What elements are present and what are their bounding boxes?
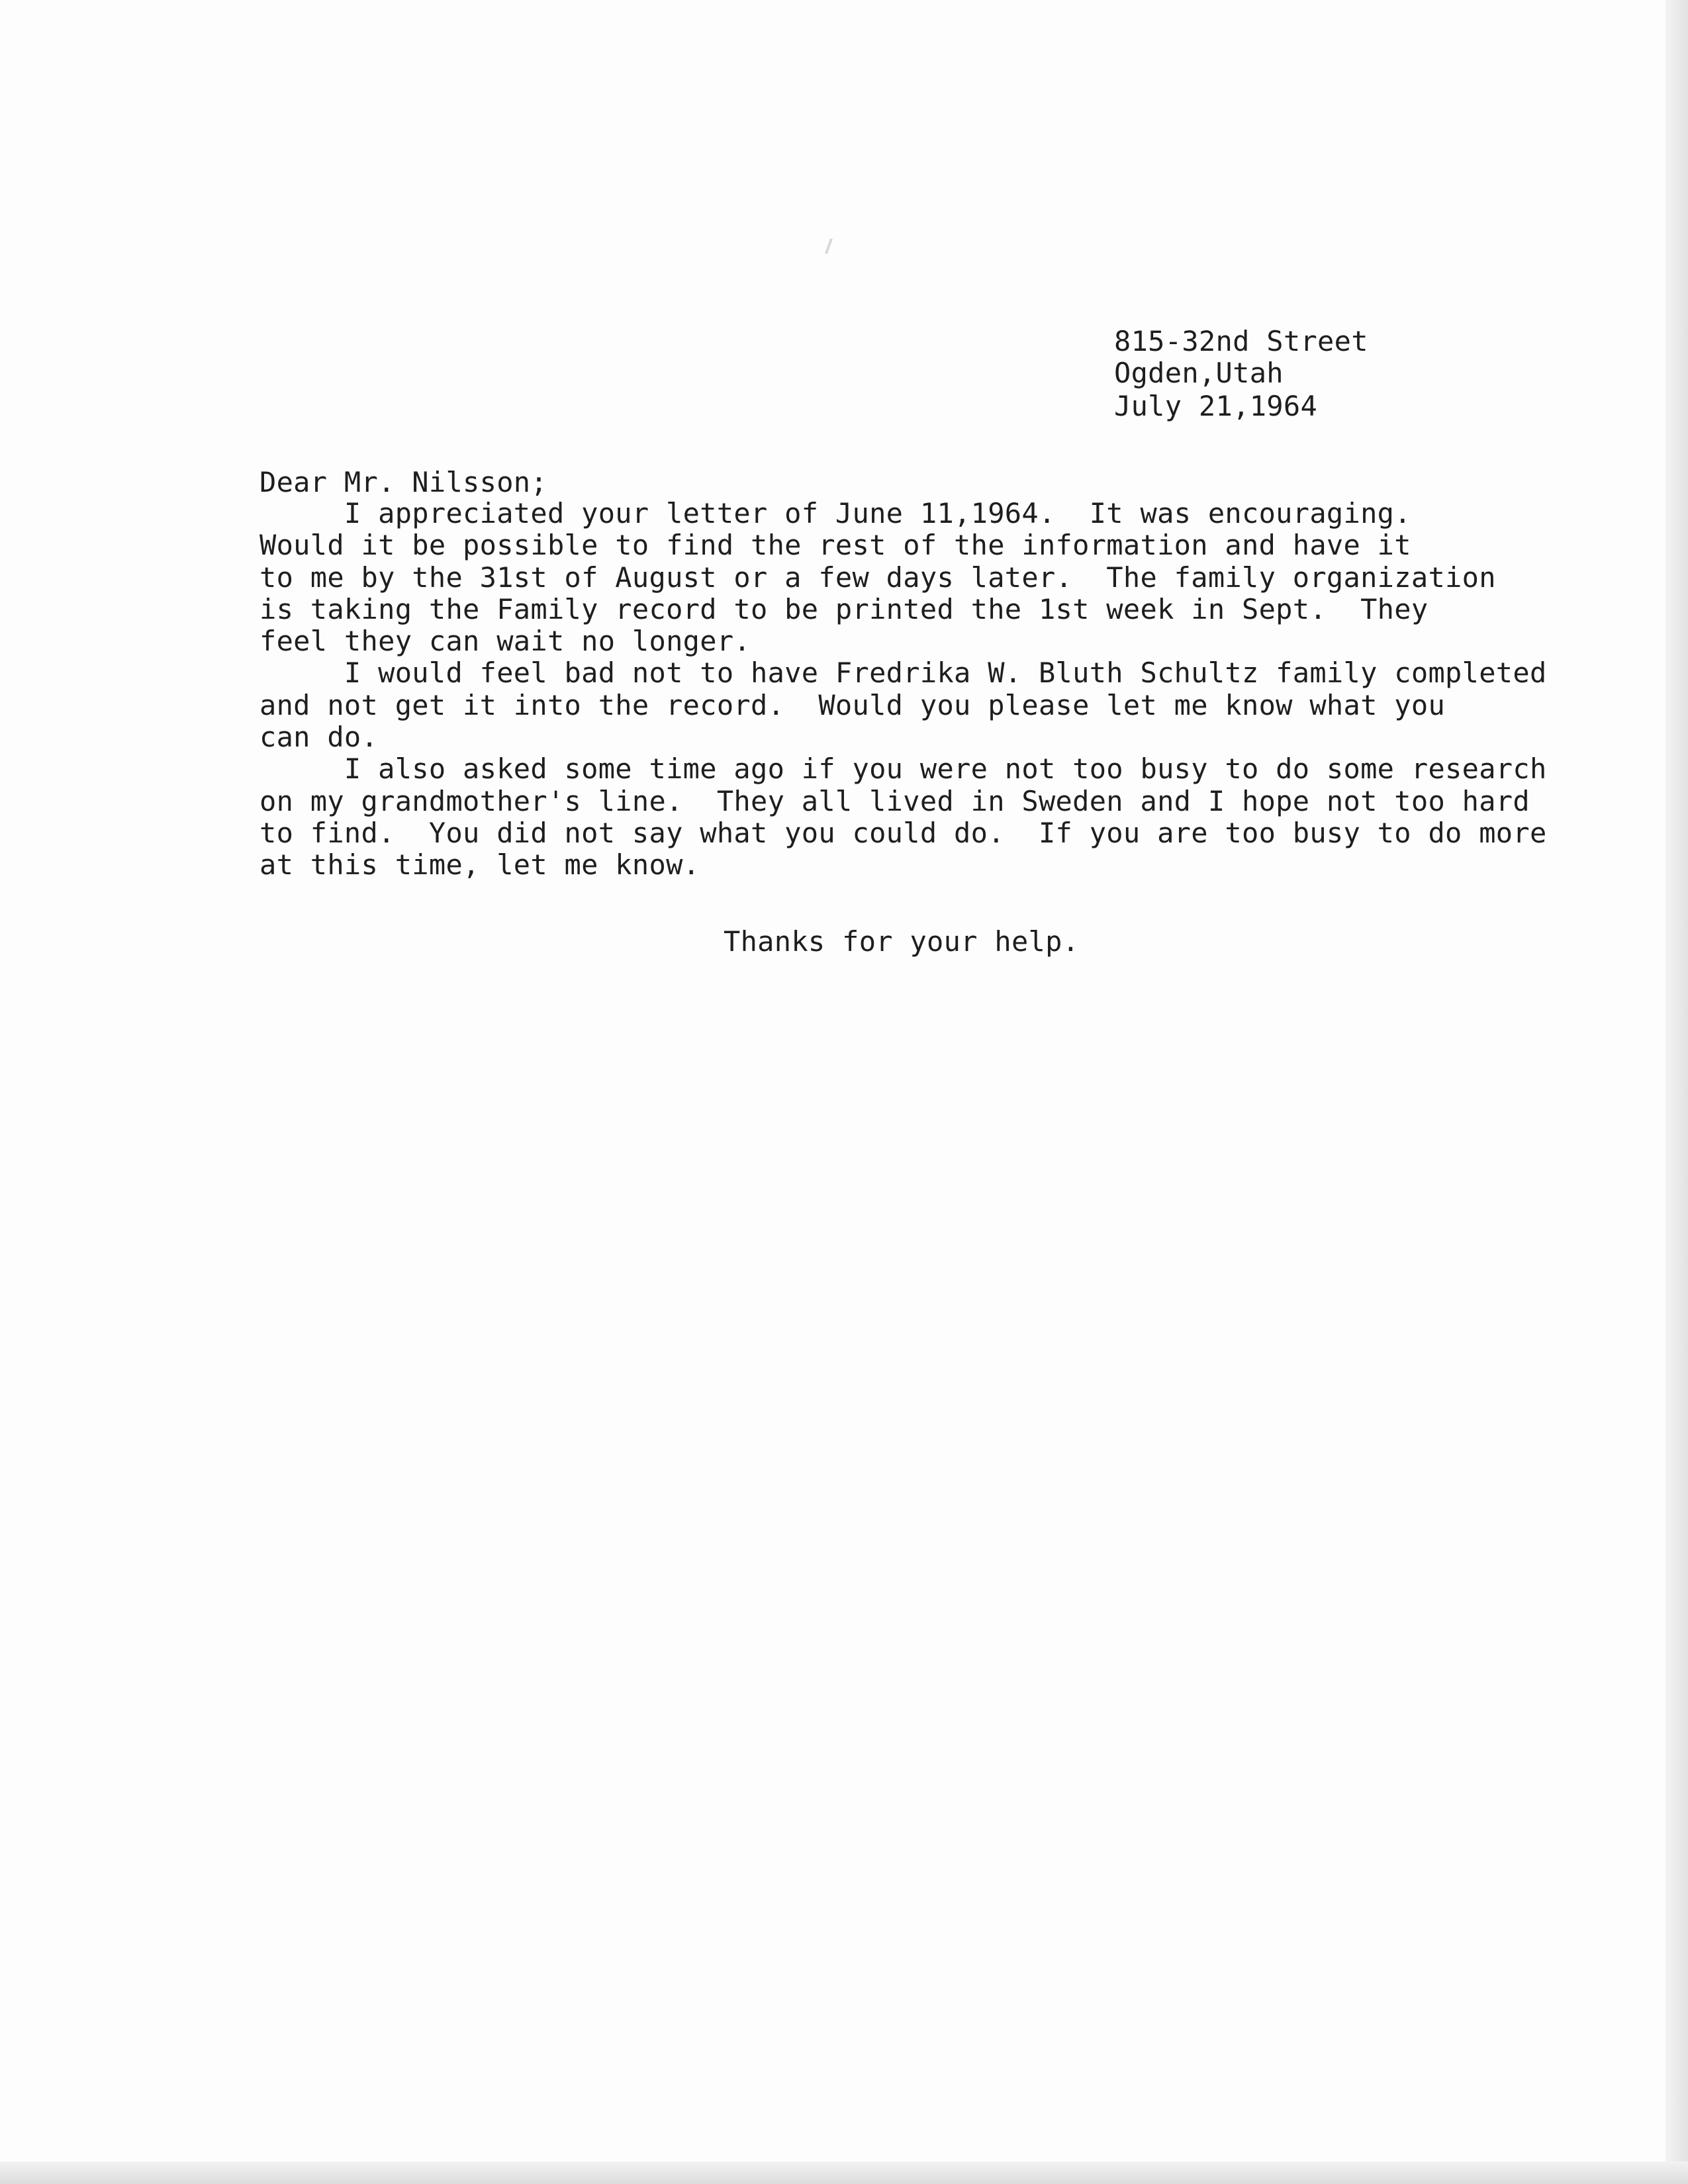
letter-date: July 21,1964 (1114, 390, 1318, 422)
body-line: to find. You did not say what you could do. If you are too busy to do more (259, 816, 1547, 849)
body-line: Would it be possible to find the rest of the information and have it (259, 529, 1411, 562)
body-line: on my grandmother's line. They all lived in Sweden and I hope not too hard (259, 784, 1530, 817)
body-line: I appreciated your letter of June 11,1964. It was encouraging. (259, 497, 1411, 529)
salutation: Dear Mr. Nilsson; (259, 466, 547, 498)
page-edge-right (1665, 0, 1688, 2184)
page-edge-bottom (0, 2161, 1688, 2184)
body-line: is taking the Family record to be printed the 1st week in Sept. They (259, 592, 1429, 625)
body-line: at this time, let me know. (259, 848, 700, 882)
stray-mark (825, 238, 833, 254)
body-line: I also asked some time ago if you were not too busy to do some research (259, 752, 1547, 786)
closing-line: Thanks for your help. (724, 925, 1080, 958)
address-street: 815-32nd Street (1114, 325, 1368, 357)
address-city: Ogden,Utah (1114, 357, 1284, 389)
body-line: to me by the 31st of August or a few days later. The family organization (259, 561, 1496, 594)
body-line: feel they can wait no longer. (259, 625, 751, 658)
letter-body (259, 498, 1550, 882)
body-line: can do. (259, 721, 379, 754)
body-line: I would feel bad not to have Fredrika W. Bluth Schultz family completed (259, 657, 1547, 690)
body-line: and not get it into the record. Would you please let me know what you (259, 688, 1446, 721)
